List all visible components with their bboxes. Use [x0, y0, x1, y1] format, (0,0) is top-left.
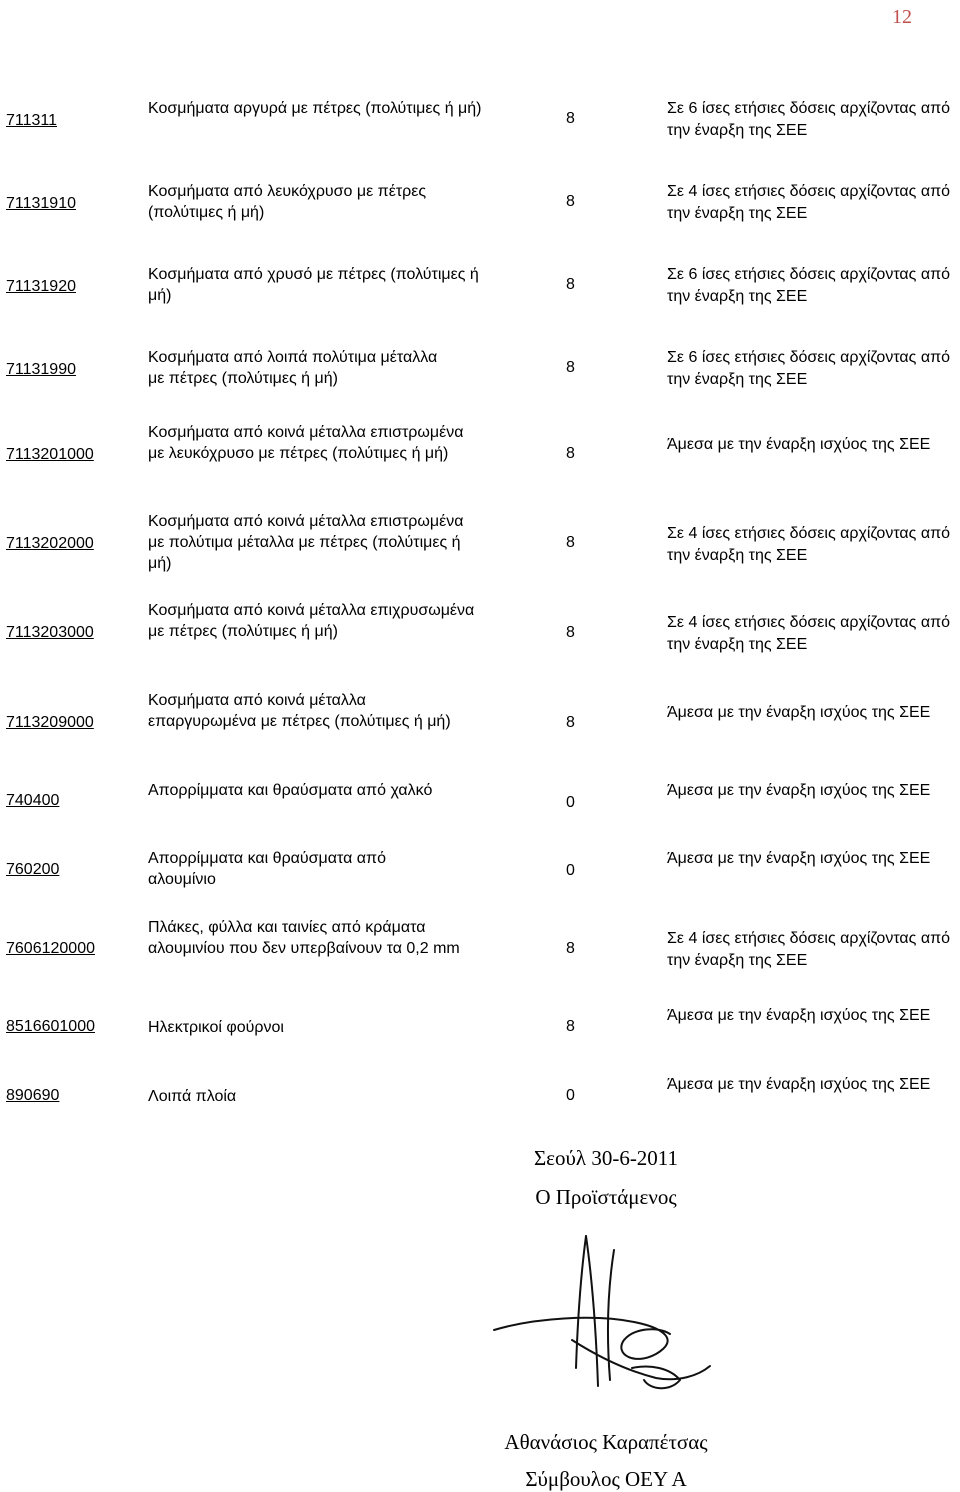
- product-description: Ηλεκτρικοί φούρνοι: [148, 1019, 284, 1036]
- staging-category: Άμεσα με την έναρξη ισχύος της ΣΕΕ: [667, 704, 931, 721]
- base-rate: 0: [566, 862, 575, 879]
- staging-category: Άμεσα με την έναρξη ισχύος της ΣΕΕ: [667, 436, 931, 453]
- product-code-link[interactable]: 7113201000: [6, 446, 94, 463]
- staging-category: Άμεσα με την έναρξη ισχύος της ΣΕΕ: [667, 850, 931, 867]
- base-rate: 8: [566, 624, 575, 641]
- product-code-link[interactable]: 740400: [6, 792, 60, 809]
- product-code-link[interactable]: 7113202000: [6, 535, 94, 552]
- base-rate: 0: [566, 1087, 575, 1104]
- product-code-link[interactable]: 890690: [6, 1087, 60, 1104]
- signatory-title: Σύμβουλος ΟΕΥ Α: [525, 1467, 687, 1491]
- staging-category: Σε 4 ίσες ετήσιες δόσεις αρχίζοντας από την έναρξη της ΣΕΕ: [667, 183, 950, 222]
- product-description: Απορρίμματα και θραύσματα από αλουμίνιο: [148, 850, 386, 888]
- product-code-link[interactable]: 711311: [6, 112, 58, 129]
- signatory-name: Αθανάσιος Καραπέτσας: [504, 1430, 708, 1454]
- product-description: Κοσμήματα από χρυσό με πέτρες (πολύτιμες ή μή): [148, 266, 479, 304]
- signature-block: [0, 1140, 960, 1492]
- product-code-link[interactable]: 71131920: [6, 278, 76, 295]
- base-rate: 8: [566, 714, 575, 731]
- product-description: Κοσμήματα από κοινά μέταλλα επιστρωμένα με λευκόχρυσο με πέτρες (πολύτιμες ή μή): [148, 424, 464, 462]
- staging-category: Σε 6 ίσες ετήσιες δόσεις αρχίζοντας από την έναρξη της ΣΕΕ: [667, 100, 950, 139]
- staging-category: Σε 4 ίσες ετήσιες δόσεις αρχίζοντας από την έναρξη της ΣΕΕ: [667, 614, 950, 653]
- base-rate: 0: [566, 794, 575, 811]
- staging-category: Σε 6 ίσες ετήσιες δόσεις αρχίζοντας από την έναρξη της ΣΕΕ: [667, 349, 950, 388]
- product-description: Κοσμήματα από κοινά μέταλλα επιχρυσωμένα με πέτρες (πολύτιμες ή μή): [148, 602, 475, 640]
- product-description: Απορρίμματα και θραύσματα από χαλκό: [148, 782, 433, 799]
- base-rate: 8: [566, 940, 575, 957]
- product-description: Κοσμήματα από λευκόχρυσο με πέτρες (πολύτιμες ή μή): [148, 183, 427, 221]
- base-rate: 8: [566, 193, 575, 210]
- staging-category: Σε 4 ίσες ετήσιες δόσεις αρχίζοντας από την έναρξη της ΣΕΕ: [667, 525, 950, 564]
- product-code-link[interactable]: 7113209000: [6, 714, 94, 731]
- staging-category: Άμεσα με την έναρξη ισχύος της ΣΕΕ: [667, 1076, 931, 1093]
- base-rate: 8: [566, 534, 575, 551]
- product-code-link[interactable]: 7606120000: [6, 940, 95, 957]
- staging-category: Άμεσα με την έναρξη ισχύος της ΣΕΕ: [667, 1007, 931, 1024]
- product-code-link[interactable]: 71131990: [6, 361, 76, 378]
- page-number: 12: [892, 6, 912, 28]
- product-description: Κοσμήματα από κοινά μέταλλα επιστρωμένα με πολύτιμα μέταλλα με πέτρες (πολύτιμες ή μή): [148, 513, 464, 572]
- product-description: Λοιπά πλοία: [148, 1088, 237, 1105]
- product-code-link[interactable]: 760200: [6, 861, 60, 878]
- product-description: Κοσμήματα από λοιπά πολύτιμα μέταλλα με πέτρες (πολύτιμες ή μή): [148, 349, 438, 387]
- product-code-link[interactable]: 7113203000: [6, 624, 94, 641]
- product-description: Κοσμήματα αργυρά με πέτρες (πολύτιμες ή μή): [148, 100, 482, 117]
- signatory-role: Ο Προϊστάμενος: [535, 1185, 677, 1209]
- base-rate: 8: [566, 1018, 575, 1035]
- place-date: Σεούλ 30-6-2011: [533, 1146, 679, 1170]
- product-description: Κοσμήματα από κοινά μέταλλα επαργυρωμένα με πέτρες (πολύτιμες ή μή): [148, 692, 451, 730]
- staging-category: Άμεσα με την έναρξη ισχύος της ΣΕΕ: [667, 782, 931, 799]
- base-rate: 8: [566, 359, 575, 376]
- base-rate: 8: [566, 110, 575, 127]
- staging-category: Σε 4 ίσες ετήσιες δόσεις αρχίζοντας από την έναρξη της ΣΕΕ: [667, 930, 950, 969]
- product-code-link[interactable]: 8516601000: [6, 1018, 95, 1035]
- handwritten-signature: [474, 1218, 736, 1428]
- base-rate: 8: [566, 276, 575, 293]
- product-description: Πλάκες, φύλλα και ταινίες από κράματα αλουμινίου που δεν υπερβαίνουν τα 0,2 mm: [148, 919, 460, 957]
- staging-category: Σε 6 ίσες ετήσιες δόσεις αρχίζοντας από την έναρξη της ΣΕΕ: [667, 266, 950, 305]
- base-rate: 8: [566, 445, 575, 462]
- product-code-link[interactable]: 71131910: [6, 195, 76, 212]
